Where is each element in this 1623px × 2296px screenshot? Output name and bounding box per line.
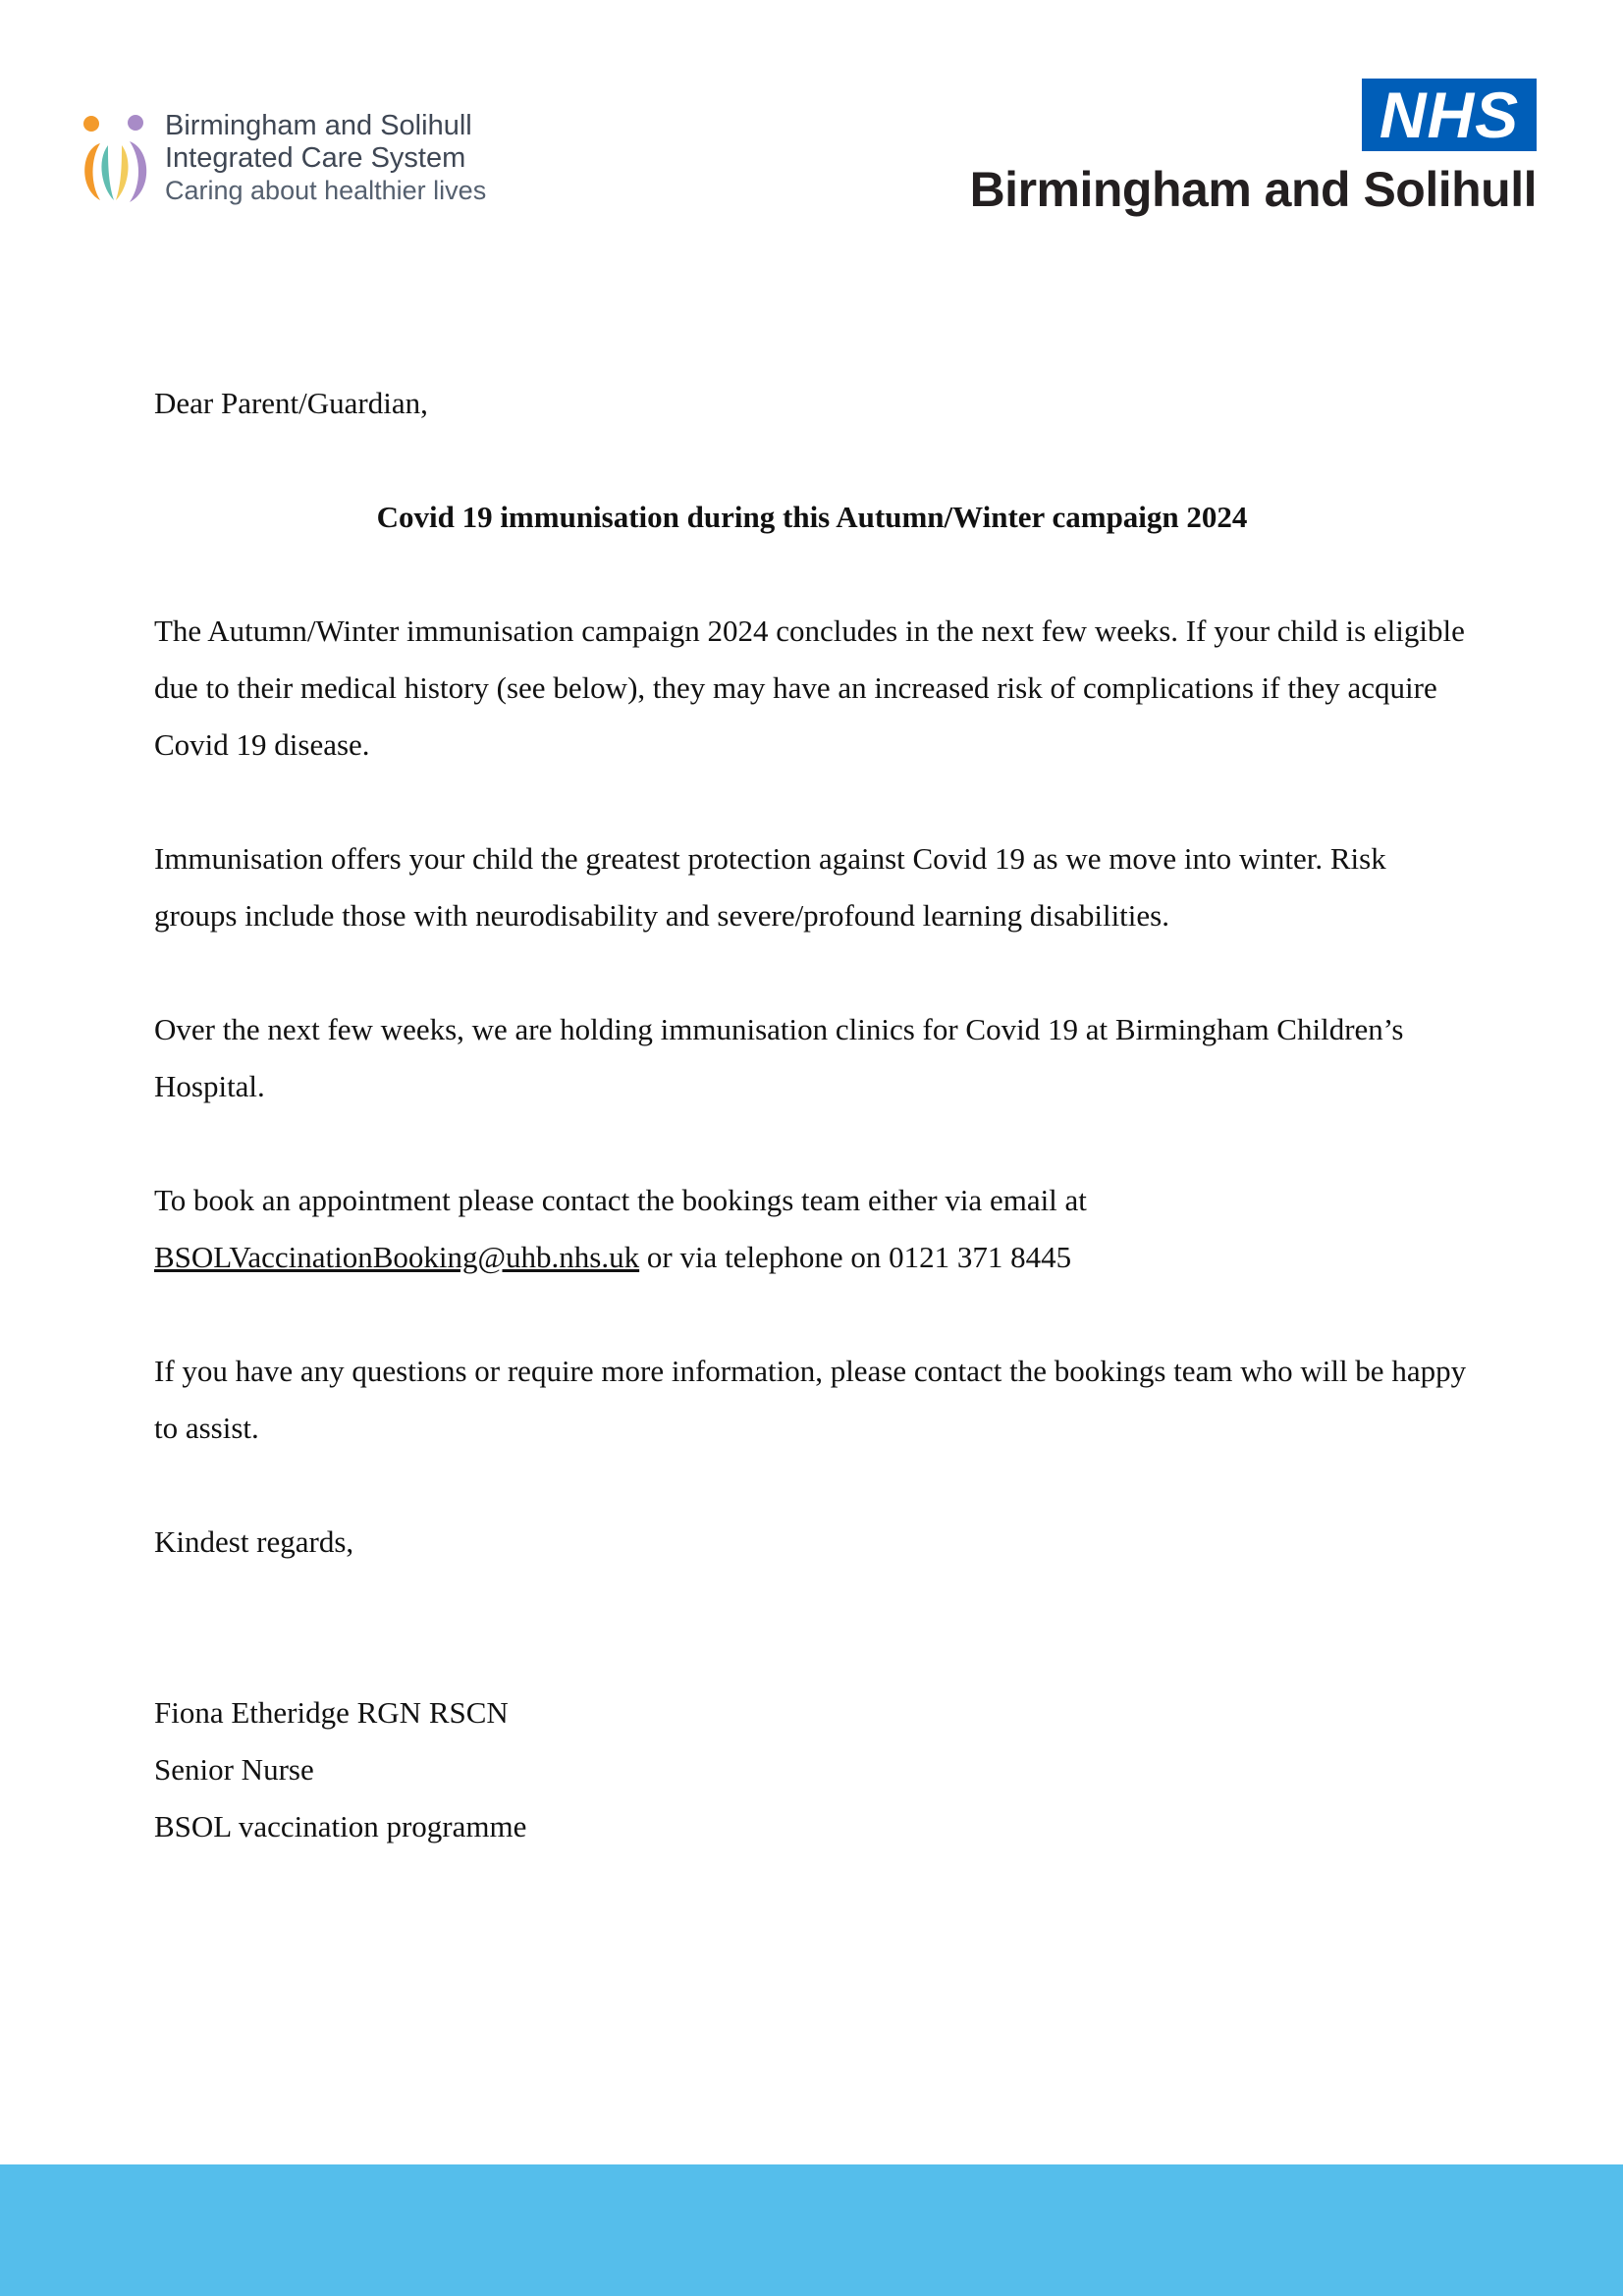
ics-wordmark	[165, 110, 486, 207]
footer-band	[0, 2164, 1623, 2296]
letter-body	[154, 375, 1470, 1855]
signatory-programme: BSOL vaccination programme	[154, 1809, 527, 1843]
closing: Kindest regards,	[154, 1524, 354, 1559]
paragraph-5: If you have any questions or require more information, please contact the bookings team who will be happy to assist.	[154, 1354, 1467, 1445]
nhs-logo	[947, 79, 1537, 226]
paragraph-4-suffix: or via telephone on 0121 371 8445	[639, 1240, 1072, 1274]
paragraph-4-prefix: To book an appointment please contact the bookings team either via email at	[154, 1183, 1087, 1217]
paragraph-3: Over the next few weeks, we are holding immunisation clinics for Covid 19 at Birmingham Children’s Hospital.	[154, 1012, 1404, 1103]
letter-title: Covid 19 immunisation during this Autumn/Winter campaign 2024	[376, 500, 1248, 534]
ics-logo	[79, 110, 511, 208]
paragraph-2: Immunisation offers your child the greatest protection against Covid 19 as we move into winter. Risk groups include those with neurodisability and severe/profound learning disabilities.	[154, 841, 1386, 933]
paragraph-4	[154, 1172, 1470, 1286]
signature-block	[154, 1684, 1470, 1855]
signatory-role: Senior Nurse	[154, 1752, 314, 1787]
ics-line-2: Integrated Care System	[165, 142, 466, 174]
booking-email-link[interactable]: BSOLVaccinationBooking@uhb.nhs.uk	[154, 1240, 640, 1274]
ics-line-1: Birmingham and Solihull	[165, 110, 472, 141]
signatory-name: Fiona Etheridge RGN RSCN	[154, 1695, 509, 1730]
greeting: Dear Parent/Guardian,	[154, 386, 428, 420]
nhs-badge-text: NHS	[1379, 79, 1520, 151]
nhs-organisation-name: Birmingham and Solihull	[969, 162, 1537, 217]
paragraph-1: The Autumn/Winter immunisation campaign 2024 concludes in the next few weeks. If your child is eligible due to their medical history (see below), they may have an increased risk of complications if they acquire Covid 19 disease.	[154, 614, 1465, 762]
ics-tagline: Caring about healthier lives	[165, 176, 487, 205]
ics-people-icon	[79, 110, 157, 208]
nhs-badge	[1362, 79, 1537, 151]
